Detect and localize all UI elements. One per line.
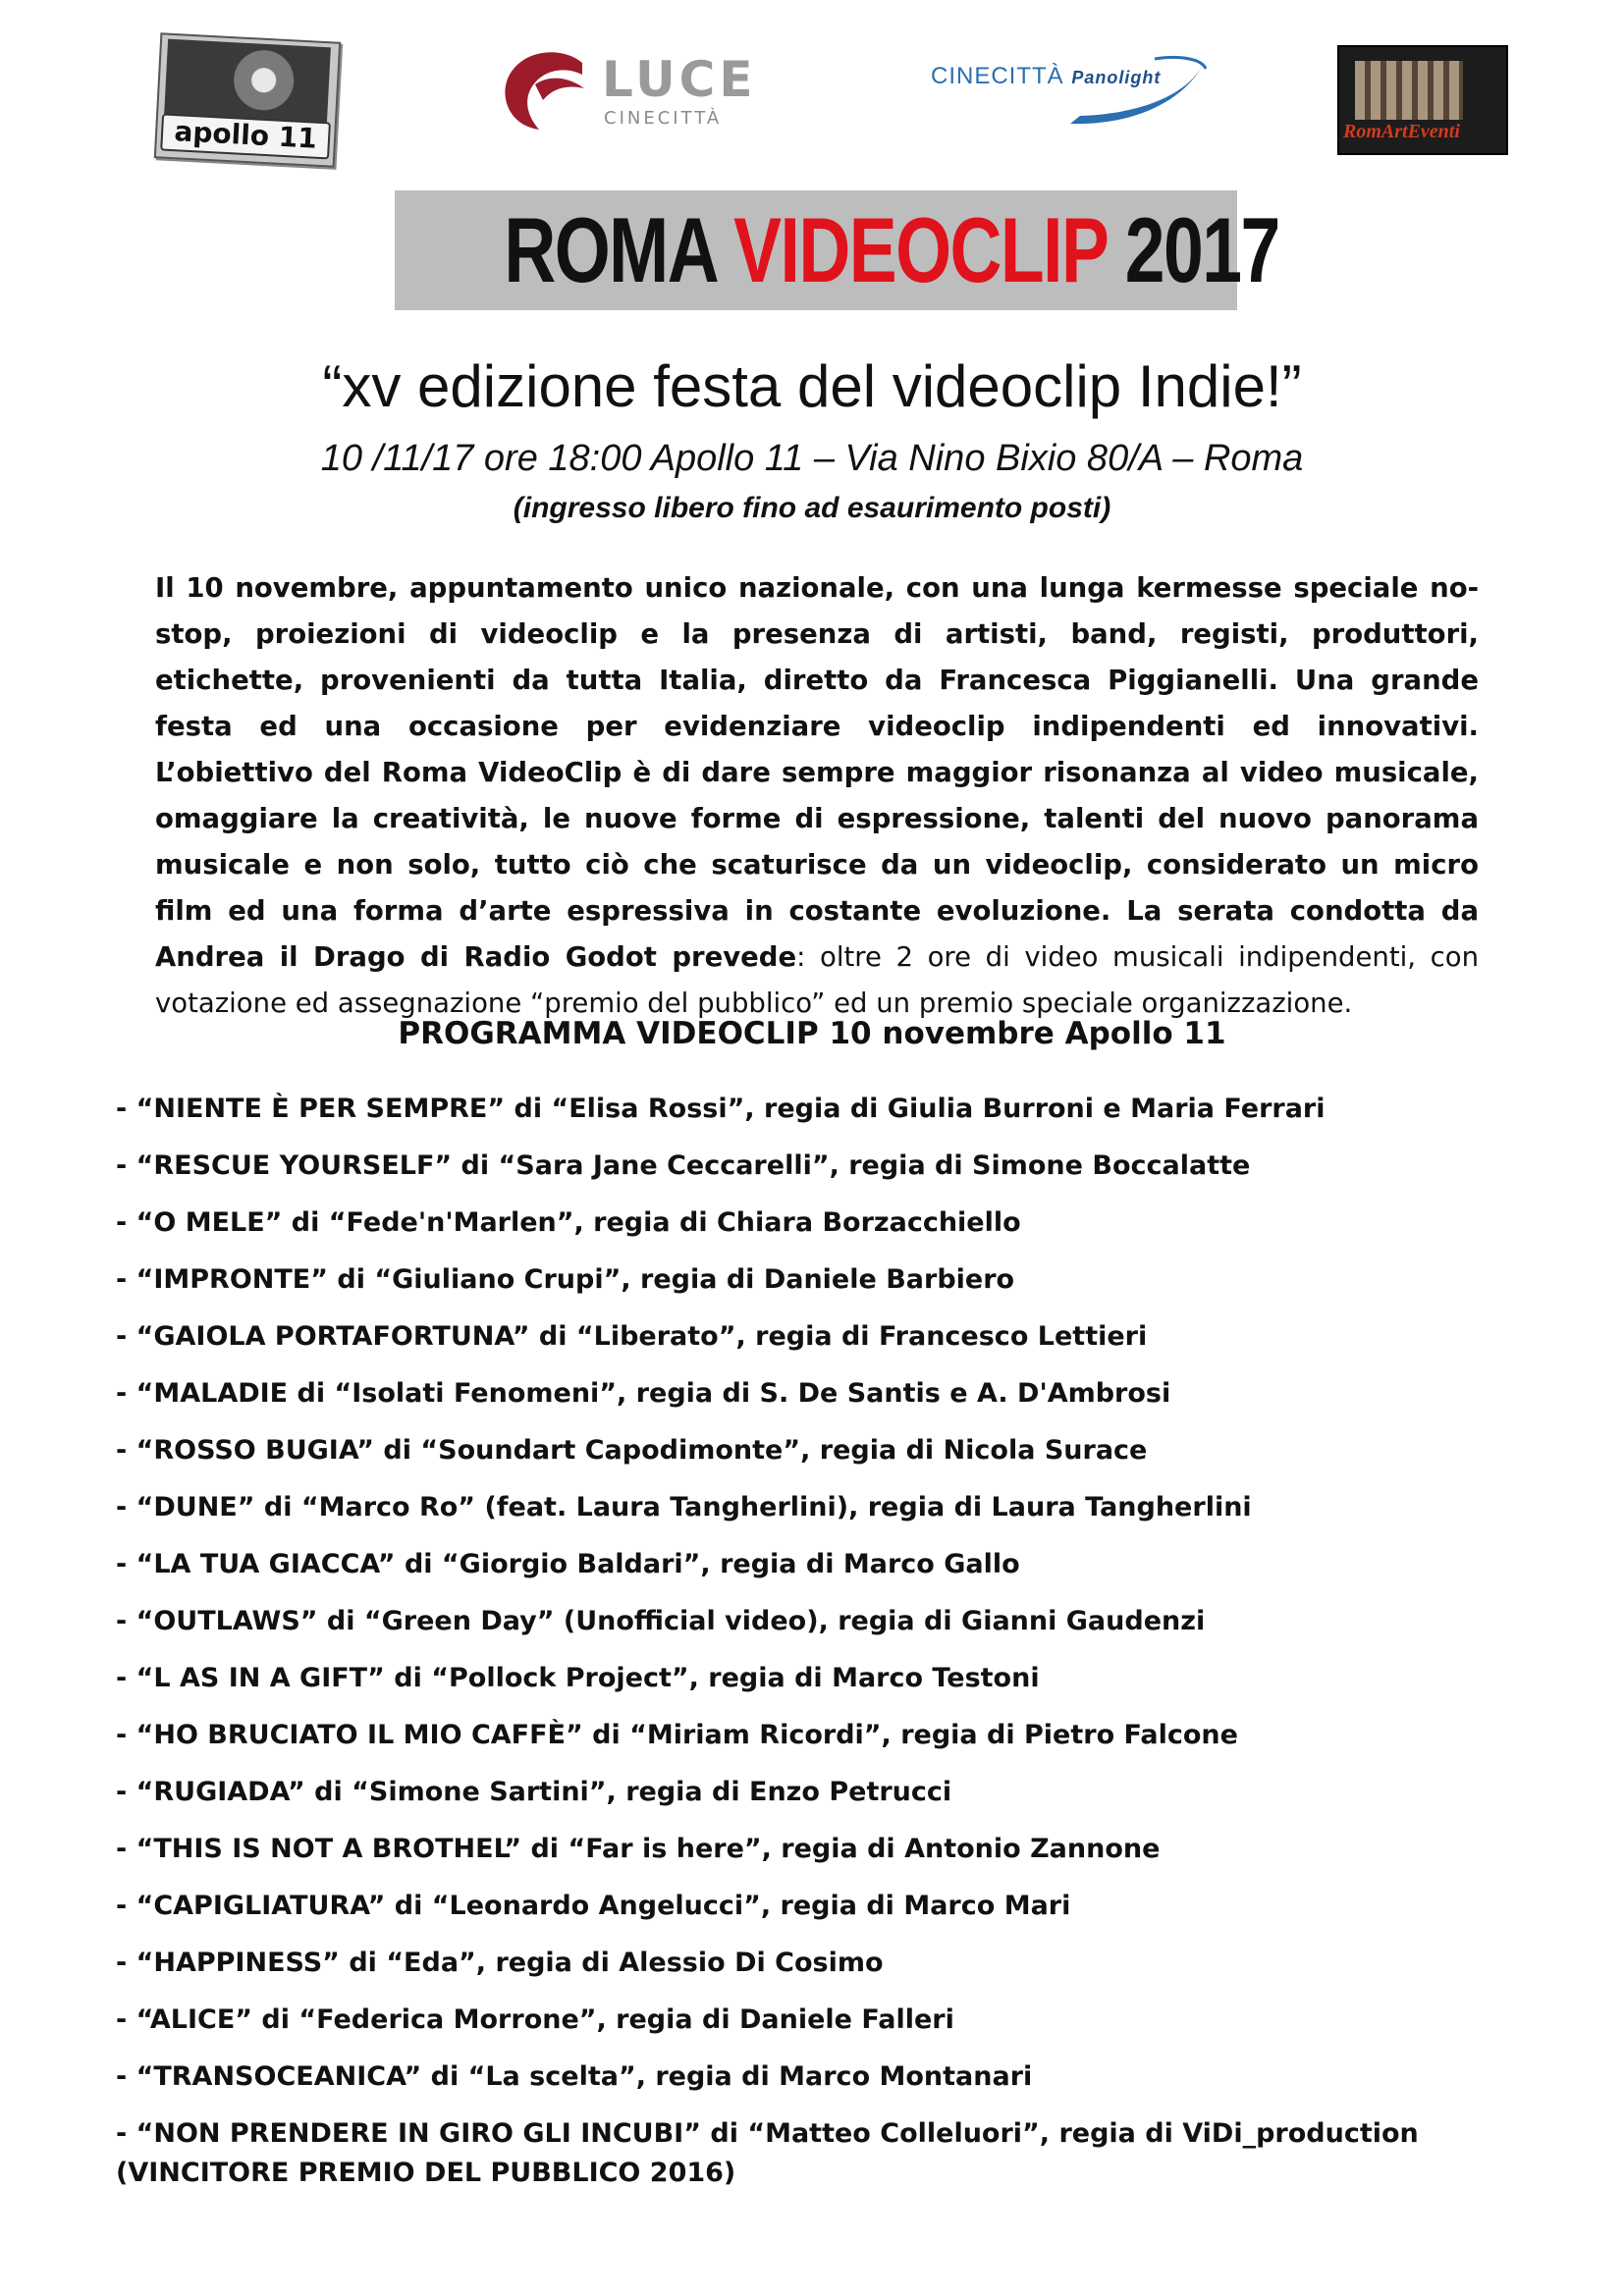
luce-swoosh-icon xyxy=(496,45,594,135)
panolight-logo-text xyxy=(931,63,1161,90)
program-item: - “O MELE” di “Fede'n'Marlen”, regia di Chiara Borzacchiello xyxy=(116,1207,1021,1238)
edition-subtitle: “xv edizione festa del videoclip Indie!” xyxy=(322,353,1302,419)
program-item: - “HO BRUCIATO IL MIO CAFFÈ” di “Miriam Ricordi”, regia di Pietro Falcone xyxy=(116,1720,1238,1750)
luce-cinecitta-logo xyxy=(496,45,761,135)
romaarteventi-logo-text: RomArtEventi xyxy=(1343,121,1460,142)
banner-title-videoclip: VIDEOCLIP xyxy=(733,198,1107,301)
program-item: - “RESCUE YOURSELF” di “Sara Jane Ceccarelli”, regia di Simone Boccalatte xyxy=(116,1150,1251,1181)
romaarteventi-logo xyxy=(1337,45,1508,155)
event-date-location: 10 /11/17 ore 18:00 Apollo 11 – Via Nino Bixio 80/A – Roma xyxy=(320,438,1304,479)
program-title: PROGRAMMA VIDEOCLIP 10 novembre Apollo 11 xyxy=(398,1016,1226,1051)
panolight-logo-word: CINECITTÀ xyxy=(931,63,1064,89)
banner-title-roma: ROMA xyxy=(504,198,734,301)
description-regular: : oltre 2 ore di video musicali indipendenti, con votazione ed assegnazione “premio del pubblico” ed un premio speciale organizzazione. xyxy=(155,941,1479,1019)
program-item: - “TRANSOCEANICA” di “La scelta”, regia di Marco Montanari xyxy=(116,2061,1033,2092)
apollo11-logo xyxy=(154,32,341,167)
program-item: - “NIENTE È PER SEMPRE” di “Elisa Rossi”, regia di Giulia Burroni e Maria Ferrari xyxy=(116,1094,1326,1124)
panolight-logo-subtext: Panolight xyxy=(1071,68,1162,87)
program-item: - “DUNE” di “Marco Ro” (feat. Laura Tangherlini), regia di Laura Tangherlini xyxy=(116,1492,1252,1522)
program-list xyxy=(116,1090,1490,2193)
luce-logo-word: LUCE xyxy=(602,51,757,108)
title-banner xyxy=(395,190,1279,310)
colosseum-icon xyxy=(1355,61,1463,120)
program-item: - “NON PRENDERE IN GIRO GLI INCUBI” di “Matteo Colleluori”, regia di ViDi_production (VINCITORE PREMIO DEL PUBBLICO 2016) xyxy=(116,2118,1419,2188)
entry-note: (ingresso libero fino ad esaurimento posti) xyxy=(513,492,1111,524)
program-item: - “LA TUA GIACCA” di “Giorgio Baldari”, regia di Marco Gallo xyxy=(116,1549,1020,1579)
program-item: - “OUTLAWS” di “Green Day” (Unofficial video), regia di Gianni Gaudenzi xyxy=(116,1606,1206,1636)
program-item: - “L AS IN A GIFT” di “Pollock Project”, regia di Marco Testoni xyxy=(116,1663,1040,1693)
program-item: - “MALADIE di “Isolati Fenomeni”, regia di S. De Santis e A. D'Ambrosi xyxy=(116,1378,1171,1409)
description-paragraph xyxy=(155,565,1479,1027)
program-item: - “ALICE” di “Federica Morrone”, regia di Daniele Falleri xyxy=(116,2004,954,2035)
luce-logo-subtext: CINECITTÀ xyxy=(604,108,723,129)
program-item: - “THIS IS NOT A BROTHEL” di “Far is here”, regia di Antonio Zannone xyxy=(116,1834,1161,1864)
program-item: - “ROSSO BUGIA” di “Soundart Capodimonte”, regia di Nicola Surace xyxy=(116,1435,1148,1466)
program-item: - “CAPIGLIATURA” di “Leonardo Angelucci”, regia di Marco Mari xyxy=(116,1891,1071,1921)
program-item: - “RUGIADA” di “Simone Sartini”, regia di Enzo Petrucci xyxy=(116,1777,952,1807)
cinecitta-panolight-logo xyxy=(923,47,1218,137)
program-item: - “GAIOLA PORTAFORTUNA” di “Liberato”, regia di Francesco Lettieri xyxy=(116,1321,1148,1352)
panolight-swoosh-icon xyxy=(923,47,1218,137)
banner-title xyxy=(504,190,1278,310)
apollo11-logo-text: apollo 11 xyxy=(160,113,331,159)
description-bold: Il 10 novembre, appuntamento unico nazionale, con una lunga kermesse speciale no-stop, proiezioni di videoclip e la presenza di artisti, band, registi, produttori, etichette, provenienti da tutta Italia, diretto da Francesca Piggianelli. Una grande festa ed una occasione per evidenziare videoclip indipendenti ed innovativi. L’obiettivo del Roma VideoClip è di dare sempre maggior risonanza al video musicale, omaggiare la creatività, le nuove forme di espressione, talenti del nuovo panorama musicale e non solo, tutto ciò che scaturisce da un videoclip, considerato un micro film ed una forma d’arte espressiva in costante evoluzione. La serata condotta da Andrea il Drago di Radio Godot prevede xyxy=(155,572,1479,973)
program-item: - “HAPPINESS” di “Eda”, regia di Alessio Di Cosimo xyxy=(116,1948,884,1978)
program-item: - “IMPRONTE” di “Giuliano Crupi”, regia di Daniele Barbiero xyxy=(116,1264,1015,1295)
banner-title-year: 2017 xyxy=(1106,198,1279,301)
